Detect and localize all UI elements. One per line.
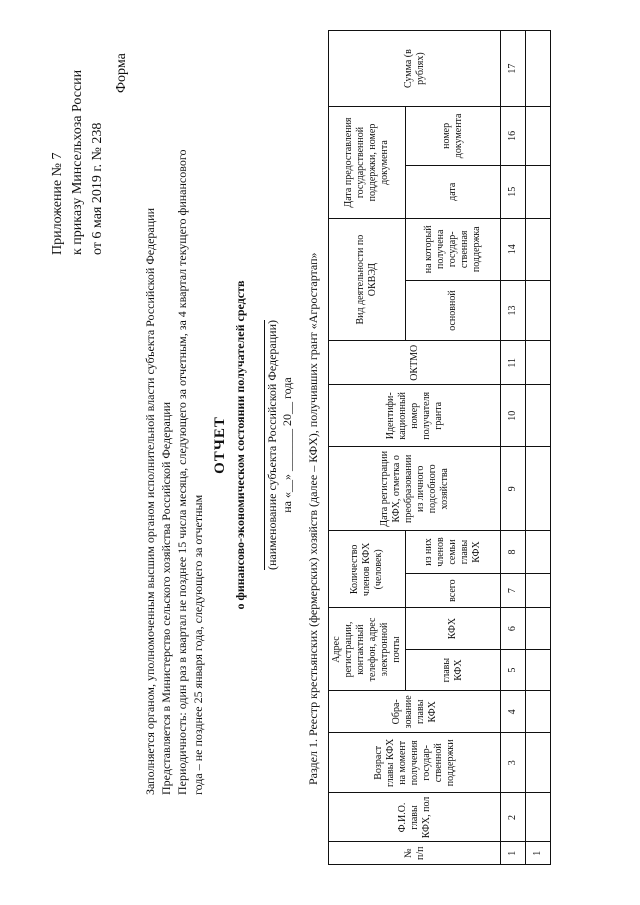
appendix-header xyxy=(48,15,108,255)
header-subcell-okved-main: основной xyxy=(406,280,501,341)
form-label: Форма xyxy=(114,53,129,93)
header-cell-fio: Ф.И.О. главы КФХ, пол xyxy=(329,793,501,842)
column-number: 6 xyxy=(501,608,526,649)
report-date-line: на «__» _______ 20__ года xyxy=(280,377,294,513)
kfh-registry-table xyxy=(328,30,551,865)
header-cell-registration-date: Дата регистрации КФХ, отметка о преобразовании из личного подсобного хозяйства xyxy=(329,447,501,531)
column-number: 14 xyxy=(501,218,526,280)
column-number: 2 xyxy=(501,793,526,842)
appendix-line: от 6 мая 2019 г. № 238 xyxy=(90,122,105,255)
table-cell xyxy=(526,733,551,793)
header-group-members: Количество членов КФХ (человек) xyxy=(329,531,406,608)
table-row xyxy=(526,31,551,865)
column-number: 16 xyxy=(501,107,526,165)
column-number: 8 xyxy=(501,531,526,574)
table-cell xyxy=(526,649,551,691)
note-line: Заполняется органом, уполномоченным высшим органом исполнительной власти субъекта Российской Федерации xyxy=(143,208,157,795)
appendix-line: Приложение № 7 xyxy=(50,152,65,255)
submission-notes xyxy=(142,15,206,795)
note-line: года – не позднее 25 января года, следующего за отчетным xyxy=(191,494,205,795)
note-line: Представляется в Министерство сельского хозяйства Российской Федерации xyxy=(159,401,173,795)
header-subcell-support-date: дата xyxy=(406,165,501,218)
header-group-support-date: Дата предоставления государственной поддержки, номер документа xyxy=(329,107,406,219)
row-number-cell: 1 xyxy=(526,842,551,865)
table-cell xyxy=(526,691,551,733)
column-number: 4 xyxy=(501,691,526,733)
region-blank-caption: (наименование субъекта Российской Федерации) xyxy=(265,319,279,571)
header-subcell-address-head: главы КФХ xyxy=(406,649,501,691)
column-number: 13 xyxy=(501,280,526,341)
column-number: 7 xyxy=(501,573,526,608)
table-cell xyxy=(526,573,551,608)
report-subtitle: о финансово-экономическом состоянии получателей средств xyxy=(233,280,247,610)
column-number: 5 xyxy=(501,649,526,691)
section-title: Раздел 1. Реестр крестьянских (фермерских) хозяйств (далее – КФХ), получивших грант «Агростартап» xyxy=(306,252,320,785)
table-cell xyxy=(526,531,551,574)
column-number: 11 xyxy=(501,341,526,385)
header-group-okved: Вид деятельности по ОКВЭД xyxy=(329,218,406,341)
header-group-address: Адрес регистрации, контактный телефон, адрес электронной почты xyxy=(329,608,406,691)
header-cell-grant-id: Идентифи-кационный номер получателя гранта xyxy=(329,385,501,447)
report-title: ОТЧЕТ xyxy=(212,416,228,474)
header-cell-education: Обра-зование главы КФХ xyxy=(329,691,501,733)
header-subcell-support-doc: номер документа xyxy=(406,107,501,165)
column-number: 3 xyxy=(501,733,526,793)
table-cell xyxy=(526,341,551,385)
table-cell xyxy=(526,280,551,341)
header-subcell-okved-support: на который получена государ-ственная поддержка xyxy=(406,218,501,280)
report-title-block xyxy=(212,65,295,825)
table-cell xyxy=(526,31,551,107)
note-line: Периодичность: один раз в квартал не позднее 15 числа месяца, следующего за отчетным, за 4 квартал текущего финансового xyxy=(175,149,189,795)
table-cell xyxy=(526,218,551,280)
table-cell xyxy=(526,447,551,531)
table-cell xyxy=(526,608,551,649)
column-number: 17 xyxy=(501,31,526,107)
table-cell xyxy=(526,793,551,842)
header-subcell-members-total: всего xyxy=(406,573,501,608)
table-cell xyxy=(526,107,551,165)
column-number: 10 xyxy=(501,385,526,447)
column-number-row xyxy=(501,31,526,865)
header-cell-age: Возраст главы КФХ на момент получения государ-ственной поддержки xyxy=(329,733,501,793)
table-cell xyxy=(526,385,551,447)
table-cell xyxy=(526,165,551,218)
column-number: 1 xyxy=(501,842,526,865)
header-cell-number: № п/п xyxy=(329,842,501,865)
header-subcell-address-kfh: КФХ xyxy=(406,608,501,649)
header-cell-sum: Сумма (в рублях) xyxy=(329,31,501,107)
column-number: 9 xyxy=(501,447,526,531)
header-subcell-members-family: из них членов семьи главы КФХ xyxy=(406,531,501,574)
column-number: 15 xyxy=(501,165,526,218)
appendix-line: к приказу Минсельхоза России xyxy=(70,69,85,255)
header-cell-oktmo: ОКТМО xyxy=(329,341,501,385)
